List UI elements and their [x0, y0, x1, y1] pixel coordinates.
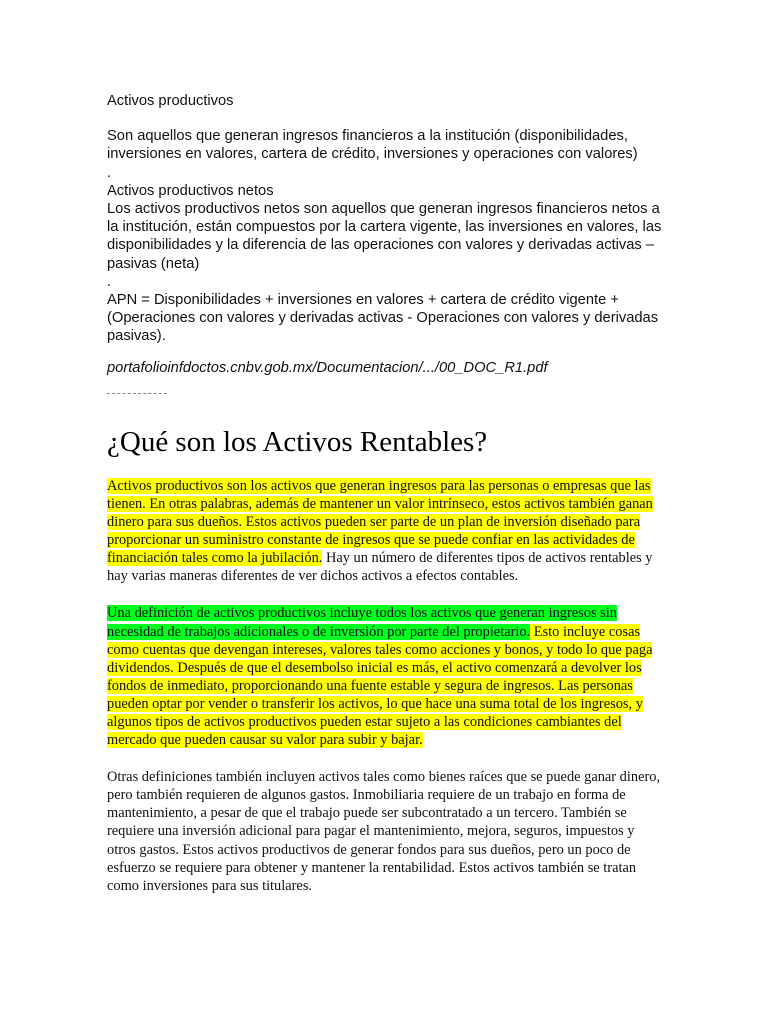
netos-paragraph: Los activos productivos netos son aquellos que generan ingresos financieros netos a la institución, están compuestos por la cartera vigente, las inversiones en valores, las disponibilidades y la diferencia de las operaciones con valores y derivadas activas – pasivas (neta): [107, 201, 662, 272]
paragraph-3: Otras definiciones también incluyen activos tales como bienes raíces que se puede ganar dinero, pero también requieren de algunos gastos. Inmobiliaria requiere de un trabajo en forma de mantenimiento, a pesar de que el trabajo puede ser subcontratado a un tercero. También se requiere una inversión adicional para pagar el mantenimiento, mejora, seguros, impuestos y otros gastos. Estos activos productivos de generar fondos para sus dueños, pero un poco de esfuerzo se requiere para obtener y mantener la rentabilidad. Estos activos también se tratan como inversiones para sus titulares.: [107, 769, 661, 894]
highlighted-text: Activos productivos son los activos que generan ingresos para las personas o empresas que las tienen. En otras palabras, además de mantener un valor intrínseco, estos activos también ganan dinero para sus dueños. Estos activos pueden ser parte de un plan de inversión diseñado para proporcionar un suministro constante de ingresos que se puede confiar en las actividades de financiación tales como la jubilación.: [107, 477, 653, 567]
separator-dot: .: [107, 164, 112, 181]
paragraph-1: [107, 477, 663, 586]
section-subtitle: Activos productivos netos: [107, 182, 274, 199]
paragraph-2: [107, 604, 663, 749]
intro-paragraph: Son aquellos que generan ingresos financieros a la institución (disponibilidades, inversiones en valores, cartera de crédito, inversiones y operaciones con valores): [107, 128, 638, 163]
highlighted-text-green: Una definición de activos productivos incluye todos los activos que generan ingresos sin necesidad de trabajos adicionales o de inversión por parte del propietario.: [107, 605, 617, 640]
formula-paragraph: APN = Disponibilidades + inversiones en valores + cartera de crédito vigente + (Operaciones con valores y derivadas activas - Operaciones con valores y derivadas pasivas).: [107, 292, 659, 345]
article-heading: ¿Qué son los Activos Rentables?: [107, 425, 488, 458]
highlighted-text: Esto incluye cosas como cuentas que devengan intereses, valores tales como acciones y bonos, y todo lo que paga dividendos. Después de que el desembolso inicial es más, el activo comenzará a devolver los fondos de inmediato, proporcionando una fuente estable y segura de ingresos. Las personas pueden optar por vender o transferir los activos, lo que hace una suma total de los ingresos, y algunos tipos de activos productivos pueden estar sujeto a las condiciones cambiantes del mercado que pueden causar su valor para subir y bajar.: [107, 623, 653, 749]
section-title: Activos productivos: [107, 93, 234, 109]
document-page: [107, 92, 663, 895]
paragraph-text: Hay un número de diferentes tipos de activos rentables y hay varias maneras diferentes de ver dichos activos a efectos contables.: [107, 550, 653, 585]
divider: [107, 393, 167, 395]
separator-dot: .: [107, 273, 112, 290]
source-citation: portafolioinfdoctos.cnbv.gob.mx/Documentacion/.../00_DOC_R1.pdf: [107, 359, 548, 376]
